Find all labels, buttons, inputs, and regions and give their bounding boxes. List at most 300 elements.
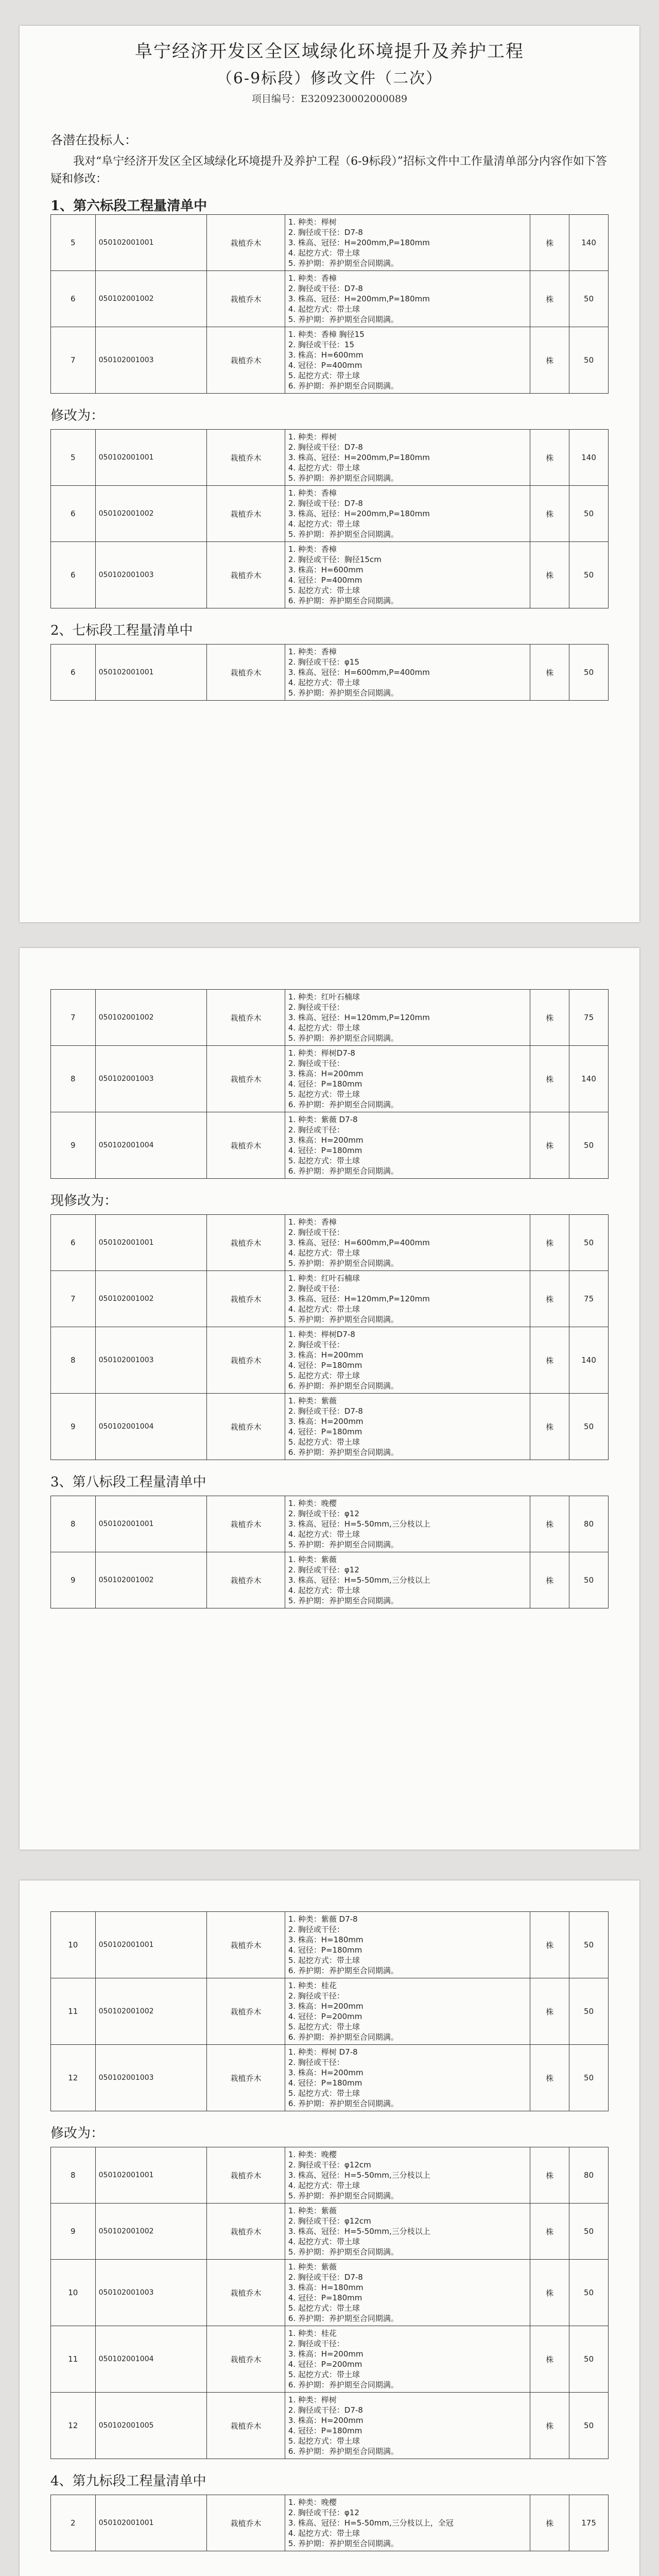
feature-line: 2. 胸径或干径： <box>288 2339 344 2348</box>
feature-line: 1. 种类：香樟 <box>288 545 337 554</box>
quantity: 50 <box>569 1552 609 1608</box>
quantity: 50 <box>569 1912 609 1978</box>
feature-line: 2. 胸径或干径： <box>288 1059 344 1068</box>
quantity: 50 <box>569 271 609 327</box>
item-features <box>285 1552 530 1608</box>
bill-of-quantities-table <box>50 2147 609 2459</box>
item-code: 050102001002 <box>95 1271 207 1327</box>
item-code: 050102001002 <box>95 1552 207 1608</box>
item-features <box>285 327 530 394</box>
feature-line: 1. 种类：榉树 D7-8 <box>288 2047 358 2057</box>
feature-line: 5. 起挖方式：带土球 <box>288 2089 360 2098</box>
feature-line: 4. 冠径：P=200mm <box>288 2012 362 2021</box>
item-code: 050102001001 <box>95 2147 207 2204</box>
row-number: 12 <box>51 2393 96 2459</box>
quantity: 50 <box>569 542 609 608</box>
item-name: 栽植乔木 <box>207 990 285 1046</box>
unit: 株 <box>530 2326 569 2393</box>
unit: 株 <box>530 327 569 394</box>
feature-line: 2. 胸径或干径：φ12 <box>288 1565 359 1574</box>
item-code: 050102001001 <box>95 1215 207 1271</box>
item-features <box>285 1394 530 1460</box>
unit: 株 <box>530 1046 569 1112</box>
project-number: 项目编号：E3209230002000089 <box>251 93 408 105</box>
feature-line: 4. 起挖方式：带土球 <box>288 1023 360 1032</box>
unit: 株 <box>530 1978 569 2045</box>
feature-line: 5. 养护期：养护期至合同期满。 <box>288 1540 398 1549</box>
quantity: 50 <box>569 645 609 701</box>
item-code: 050102001003 <box>95 1327 207 1394</box>
item-code: 050102001004 <box>95 2326 207 2393</box>
feature-line: 2. 胸径或干径：D7-8 <box>288 443 363 452</box>
item-features <box>285 2260 530 2326</box>
feature-line: 1. 种类：香樟 <box>288 488 337 498</box>
unit: 株 <box>530 2393 569 2459</box>
row-number: 9 <box>51 1552 96 1608</box>
quantity-table <box>50 1911 609 2111</box>
feature-line: 4. 起挖方式：带土球 <box>288 519 360 529</box>
table-row <box>51 1496 609 1552</box>
feature-line: 3. 株高：H=200mm <box>288 1417 363 1426</box>
feature-line: 4. 冠径：P=180mm <box>288 1146 362 1155</box>
item-code: 050102001003 <box>95 542 207 608</box>
feature-line: 1. 种类：榉树D7-8 <box>288 1330 355 1339</box>
section-heading: 2、七标段工程量清单中 <box>50 623 193 638</box>
item-name: 栽植乔木 <box>207 2495 285 2551</box>
feature-line: 1. 种类：香樟 <box>288 1217 337 1227</box>
section-heading: 1、第六标段工程量清单中 <box>50 198 207 214</box>
feature-line: 1. 种类：晚樱 <box>288 2150 337 2159</box>
unit: 株 <box>530 645 569 701</box>
feature-line: 3. 株高：H=200mm <box>288 2349 363 2359</box>
quantity: 75 <box>569 1271 609 1327</box>
table-row <box>51 2260 609 2326</box>
item-features <box>285 1978 530 2045</box>
feature-line: 1. 种类：榉树 <box>288 217 337 227</box>
feature-line: 3. 株高：H=200mm <box>288 1069 363 1078</box>
feature-line: 1. 种类：香樟 <box>288 274 337 283</box>
feature-line: 5. 起挖方式：带土球 <box>288 1437 360 1447</box>
unit: 株 <box>530 2045 569 2111</box>
feature-line: 5. 养护期：养护期至合同期满。 <box>288 2247 398 2257</box>
table-row <box>51 1046 609 1112</box>
quantity: 75 <box>569 990 609 1046</box>
item-name: 栽植乔木 <box>207 2204 285 2260</box>
row-number: 7 <box>51 327 96 394</box>
feature-line: 1. 种类：晚樱 <box>288 2498 337 2507</box>
row-number: 7 <box>51 1271 96 1327</box>
item-name: 栽植乔木 <box>207 1046 285 1112</box>
feature-line: 2. 胸径或干径：D7-8 <box>288 2273 363 2282</box>
item-code: 050102001001 <box>95 1912 207 1978</box>
feature-line: 5. 养护期：养护期至合同期满。 <box>288 1596 398 1605</box>
feature-line: 4. 起挖方式：带土球 <box>288 2237 360 2246</box>
feature-line: 3. 株高：H=180mm <box>288 2283 363 2292</box>
row-number: 8 <box>51 1496 96 1552</box>
feature-line: 3. 株高、冠径：H=5-50mm,三分枝以上 <box>288 2227 430 2236</box>
feature-line: 6. 养护期：养护期至合同期满。 <box>288 2099 398 2108</box>
item-name: 栽植乔木 <box>207 1394 285 1460</box>
feature-line: 3. 株高：H=600mm <box>288 350 363 360</box>
unit: 株 <box>530 1394 569 1460</box>
table-row <box>51 327 609 394</box>
quantity: 50 <box>569 2393 609 2459</box>
item-name: 栽植乔木 <box>207 1112 285 1179</box>
item-features <box>285 215 530 271</box>
row-number: 5 <box>51 430 96 486</box>
quantity: 175 <box>569 2495 609 2551</box>
feature-line: 5. 起挖方式：带土球 <box>288 1156 360 1165</box>
section-heading: 现修改为： <box>50 1193 118 1209</box>
table-row <box>51 2147 609 2204</box>
feature-line: 6. 养护期：养护期至合同期满。 <box>288 1381 398 1391</box>
bill-of-quantities-table <box>50 1496 609 1608</box>
table-row <box>51 1978 609 2045</box>
item-features <box>285 2045 530 2111</box>
item-name: 栽植乔木 <box>207 2326 285 2393</box>
item-code: 050102001002 <box>95 1978 207 2045</box>
item-name: 栽植乔木 <box>207 1978 285 2045</box>
feature-line: 3. 株高：H=200mm <box>288 2068 363 2077</box>
quantity-table <box>50 1496 609 1608</box>
unit: 株 <box>530 486 569 542</box>
feature-line: 3. 株高、冠径：H=600mm,P=400mm <box>288 1238 430 1247</box>
table-row <box>51 430 609 486</box>
quantity-table <box>50 644 609 701</box>
feature-line: 2. 胸径或干径：D7-8 <box>288 284 363 293</box>
feature-line: 3. 株高：H=600mm <box>288 565 363 574</box>
table-row <box>51 2495 609 2551</box>
feature-line: 1. 种类：红叶石楠球 <box>288 1274 360 1283</box>
feature-line: 4. 起挖方式：带土球 <box>288 1304 360 1314</box>
unit: 株 <box>530 2147 569 2204</box>
item-name: 栽植乔木 <box>207 542 285 608</box>
unit: 株 <box>530 1912 569 1978</box>
item-code: 050102001005 <box>95 2393 207 2459</box>
unit: 株 <box>530 1271 569 1327</box>
item-features <box>285 2147 530 2204</box>
row-number: 9 <box>51 1394 96 1460</box>
item-features <box>285 1912 530 1978</box>
bill-of-quantities-table <box>50 644 609 701</box>
quantity-table <box>50 989 609 1179</box>
row-number: 10 <box>51 2260 96 2326</box>
item-features <box>285 2326 530 2393</box>
feature-line: 6. 养护期：养护期至合同期满。 <box>288 2032 398 2042</box>
feature-line: 4. 冠径：P=200mm <box>288 2360 362 2369</box>
feature-line: 4. 起挖方式：带土球 <box>288 1530 360 1539</box>
item-code: 050102001003 <box>95 2045 207 2111</box>
feature-line: 5. 养护期：养护期至合同期满。 <box>288 2191 398 2200</box>
feature-line: 3. 株高：H=200mm <box>288 1136 363 1145</box>
feature-line: 2. 胸径或干径：φ12cm <box>288 2160 371 2170</box>
feature-line: 5. 起挖方式：带土球 <box>288 1371 360 1380</box>
table-row <box>51 2204 609 2260</box>
feature-line: 1. 种类：香樟 胸径15 <box>288 330 365 339</box>
table-row <box>51 1552 609 1608</box>
quantity-table <box>50 429 609 608</box>
feature-line: 6. 养护期：养护期至合同期满。 <box>288 1966 398 1975</box>
row-number: 8 <box>51 1046 96 1112</box>
quantity-table <box>50 2147 609 2459</box>
table-row <box>51 271 609 327</box>
feature-line: 2. 胸径或干径：D7-8 <box>288 1406 363 1416</box>
feature-line: 4. 起挖方式：带土球 <box>288 2181 360 2190</box>
item-features <box>285 1271 530 1327</box>
item-features <box>285 1496 530 1552</box>
feature-line: 1. 种类：香樟 <box>288 647 337 656</box>
feature-line: 6. 养护期：养护期至合同期满。 <box>288 2314 398 2323</box>
feature-line: 4. 冠径：P=180mm <box>288 1079 362 1089</box>
feature-line: 1. 种类：紫薇 <box>288 1555 337 1564</box>
feature-line: 4. 起挖方式：带土球 <box>288 2529 360 2538</box>
row-number: 11 <box>51 1978 96 2045</box>
feature-line: 2. 胸径或干径： <box>288 1284 344 1293</box>
item-name: 栽植乔木 <box>207 1327 285 1394</box>
feature-line: 1. 种类：红叶石楠球 <box>288 992 360 1002</box>
bill-of-quantities-table <box>50 989 609 1179</box>
bill-of-quantities-table <box>50 1911 609 2111</box>
table-row <box>51 1271 609 1327</box>
item-name: 栽植乔木 <box>207 1552 285 1608</box>
bill-of-quantities-table <box>50 2495 609 2551</box>
table-row <box>51 1912 609 1978</box>
table-row <box>51 1394 609 1460</box>
table-row <box>51 542 609 608</box>
unit: 株 <box>530 1496 569 1552</box>
feature-line: 5. 起挖方式：带土球 <box>288 1090 360 1099</box>
feature-line: 4. 起挖方式：带土球 <box>288 248 360 258</box>
section-heading: 4、第九标段工程量清单中 <box>50 2473 206 2489</box>
quantity-table <box>50 2495 609 2551</box>
feature-line: 2. 胸径或干径：φ12 <box>288 2508 359 2517</box>
row-number: 9 <box>51 1112 96 1179</box>
feature-line: 6. 养护期：养护期至合同期满。 <box>288 2447 398 2456</box>
feature-line: 4. 起挖方式：带土球 <box>288 678 360 687</box>
quantity: 50 <box>569 1112 609 1179</box>
item-features <box>285 271 530 327</box>
feature-line: 4. 起挖方式：带土球 <box>288 1586 360 1595</box>
quantity: 80 <box>569 1496 609 1552</box>
bill-of-quantities-table <box>50 429 609 608</box>
feature-line: 3. 株高、冠径：H=5-50mm,三分枝以上 <box>288 1519 430 1529</box>
unit: 株 <box>530 1327 569 1394</box>
row-number: 2 <box>51 2495 96 2551</box>
row-number: 5 <box>51 215 96 271</box>
item-code: 050102001001 <box>95 2495 207 2551</box>
unit: 株 <box>530 271 569 327</box>
feature-line: 2. 胸径或干径： <box>288 2058 344 2067</box>
item-features <box>285 645 530 701</box>
unit: 株 <box>530 1552 569 1608</box>
feature-line: 6. 养护期：养护期至合同期满。 <box>288 1100 398 1109</box>
feature-line: 2. 胸径或干径： <box>288 1991 344 2001</box>
unit: 株 <box>530 215 569 271</box>
quantity: 140 <box>569 215 609 271</box>
feature-line: 2. 胸径或干径：胸径15cm <box>288 555 381 564</box>
feature-line: 4. 冠径：P=180mm <box>288 1361 362 1370</box>
feature-line: 2. 胸径或干径： <box>288 1228 344 1237</box>
item-name: 栽植乔木 <box>207 2147 285 2204</box>
quantity-table <box>50 214 609 394</box>
item-code: 050102001004 <box>95 1112 207 1179</box>
unit: 株 <box>530 542 569 608</box>
quantity: 50 <box>569 2045 609 2111</box>
feature-line: 2. 胸径或干径： <box>288 1125 344 1134</box>
feature-line: 2. 胸径或干径：D7-8 <box>288 499 363 508</box>
item-name: 栽植乔木 <box>207 1912 285 1978</box>
row-number: 6 <box>51 1215 96 1271</box>
table-row <box>51 2045 609 2111</box>
row-number: 6 <box>51 645 96 701</box>
item-name: 栽植乔木 <box>207 486 285 542</box>
feature-line: 2. 胸径或干径：φ15 <box>288 657 359 667</box>
quantity: 50 <box>569 1215 609 1271</box>
doc-title: 阜宁经济开发区全区域绿化环境提升及养护工程 <box>135 41 524 62</box>
quantity: 50 <box>569 2204 609 2260</box>
table-row <box>51 1215 609 1271</box>
feature-line: 1. 种类：紫薇 D7-8 <box>288 1115 358 1124</box>
feature-line: 5. 养护期：养护期至合同期满。 <box>288 473 398 483</box>
feature-line: 3. 株高、冠径：H=5-50mm,三分枝以上，全冠 <box>288 2518 454 2528</box>
feature-line: 3. 株高、冠径：H=600mm,P=400mm <box>288 668 430 677</box>
item-code: 050102001003 <box>95 327 207 394</box>
item-name: 栽植乔木 <box>207 2260 285 2326</box>
quantity: 50 <box>569 1394 609 1460</box>
quantity: 50 <box>569 327 609 394</box>
section-heading: 修改为： <box>50 408 105 423</box>
document-page-1 <box>20 26 639 922</box>
quantity: 80 <box>569 2147 609 2204</box>
unit: 株 <box>530 1215 569 1271</box>
row-number: 6 <box>51 542 96 608</box>
item-code: 050102001003 <box>95 1046 207 1112</box>
item-features <box>285 2204 530 2260</box>
feature-line: 5. 起挖方式：带土球 <box>288 2436 360 2446</box>
row-number: 6 <box>51 486 96 542</box>
feature-line: 1. 种类：榉树 <box>288 432 337 442</box>
item-name: 栽植乔木 <box>207 271 285 327</box>
feature-line: 5. 养护期：养护期至合同期满。 <box>288 315 398 324</box>
intro-paragraph: 我对“阜宁经济开发区全区域绿化环境提升及养护工程（6-9标段）”招标文件中工作量清单部分内容作如下答疑和修改： <box>50 155 607 185</box>
feature-line: 6. 养护期：养护期至合同期满。 <box>288 2380 398 2389</box>
item-name: 栽植乔木 <box>207 2045 285 2111</box>
feature-line: 5. 养护期：养护期至合同期满。 <box>288 1033 398 1043</box>
feature-line: 6. 养护期：养护期至合同期满。 <box>288 1166 398 1176</box>
quantity: 50 <box>569 2326 609 2393</box>
feature-line: 4. 冠径：P=400mm <box>288 575 362 585</box>
item-name: 栽植乔木 <box>207 1215 285 1271</box>
feature-line: 5. 养护期：养护期至合同期满。 <box>288 259 398 268</box>
item-code: 050102001004 <box>95 1394 207 1460</box>
item-features <box>285 430 530 486</box>
feature-line: 2. 胸径或干径： <box>288 1925 344 1934</box>
row-number: 6 <box>51 271 96 327</box>
feature-line: 6. 养护期：养护期至合同期满。 <box>288 1448 398 1457</box>
feature-line: 3. 株高、冠径：H=5-50mm,三分枝以上 <box>288 1575 430 1585</box>
item-code: 050102001001 <box>95 430 207 486</box>
bill-of-quantities-table <box>50 1214 609 1460</box>
quantity: 140 <box>569 1046 609 1112</box>
bill-of-quantities-table <box>50 214 609 394</box>
feature-line: 3. 株高、冠径：H=200mm,P=180mm <box>288 509 430 518</box>
feature-line: 1. 种类：紫薇 <box>288 2262 337 2272</box>
row-number: 7 <box>51 990 96 1046</box>
item-features <box>285 2495 530 2551</box>
feature-line: 1. 种类：桂花 <box>288 1981 337 1990</box>
row-number: 10 <box>51 1912 96 1978</box>
table-row <box>51 1327 609 1394</box>
feature-line: 2. 胸径或干径：φ12cm <box>288 2216 371 2226</box>
item-code: 050102001002 <box>95 486 207 542</box>
feature-line: 3. 株高、冠径：H=200mm,P=180mm <box>288 238 430 247</box>
quantity: 140 <box>569 1327 609 1394</box>
table-row <box>51 2326 609 2393</box>
item-code: 050102001001 <box>95 645 207 701</box>
item-features <box>285 1046 530 1112</box>
feature-line: 1. 种类：桂花 <box>288 2329 337 2338</box>
feature-line: 1. 种类：紫薇 <box>288 2206 337 2215</box>
feature-line: 2. 胸径或干径： <box>288 1340 344 1349</box>
item-name: 栽植乔木 <box>207 1271 285 1327</box>
item-name: 栽植乔木 <box>207 1496 285 1552</box>
feature-line: 1. 种类：紫薇 D7-8 <box>288 1914 358 1924</box>
quantity: 50 <box>569 486 609 542</box>
feature-line: 4. 冠径：P=180mm <box>288 2426 362 2435</box>
item-features <box>285 1215 530 1271</box>
feature-line: 2. 胸径或干径：D7-8 <box>288 2405 363 2415</box>
feature-line: 5. 养护期：养护期至合同期满。 <box>288 688 398 698</box>
item-name: 栽植乔木 <box>207 430 285 486</box>
doc-subtitle: （6-9标段）修改文件（二次） <box>216 70 443 88</box>
greeting: 各潜在投标人： <box>50 133 137 147</box>
feature-line: 4. 冠径：P=180mm <box>288 1427 362 1436</box>
feature-line: 3. 株高、冠径：H=120mm,P=120mm <box>288 1013 430 1022</box>
unit: 株 <box>530 2204 569 2260</box>
item-code: 050102001001 <box>95 1496 207 1552</box>
section-heading: 修改为： <box>50 2126 105 2141</box>
unit: 株 <box>530 430 569 486</box>
row-number: 11 <box>51 2326 96 2393</box>
quantity: 140 <box>569 430 609 486</box>
item-code: 050102001002 <box>95 271 207 327</box>
item-name: 栽植乔木 <box>207 2393 285 2459</box>
table-row <box>51 2393 609 2459</box>
table-row <box>51 645 609 701</box>
item-features <box>285 990 530 1046</box>
row-number: 8 <box>51 1327 96 1394</box>
table-row <box>51 215 609 271</box>
item-name: 栽植乔木 <box>207 645 285 701</box>
feature-line: 6. 养护期：养护期至合同期满。 <box>288 596 398 605</box>
document-page-2 <box>20 948 639 1850</box>
feature-line: 4. 起挖方式：带土球 <box>288 1248 360 1258</box>
feature-line: 3. 株高、冠径：H=120mm,P=120mm <box>288 1294 430 1303</box>
row-number: 12 <box>51 2045 96 2111</box>
item-code: 050102001002 <box>95 2204 207 2260</box>
section-heading: 3、第八标段工程量清单中 <box>50 1475 206 1490</box>
feature-line: 4. 冠径：P=180mm <box>288 2078 362 2088</box>
feature-line: 5. 起挖方式：带土球 <box>288 1956 360 1965</box>
item-code: 050102001001 <box>95 215 207 271</box>
feature-line: 5. 起挖方式：带土球 <box>288 586 360 595</box>
feature-line: 2. 胸径或干径：φ12 <box>288 1509 359 1518</box>
feature-line: 6. 养护期：养护期至合同期满。 <box>288 381 398 391</box>
unit: 株 <box>530 1112 569 1179</box>
item-features <box>285 1327 530 1394</box>
item-features <box>285 542 530 608</box>
feature-line: 5. 养护期：养护期至合同期满。 <box>288 530 398 539</box>
